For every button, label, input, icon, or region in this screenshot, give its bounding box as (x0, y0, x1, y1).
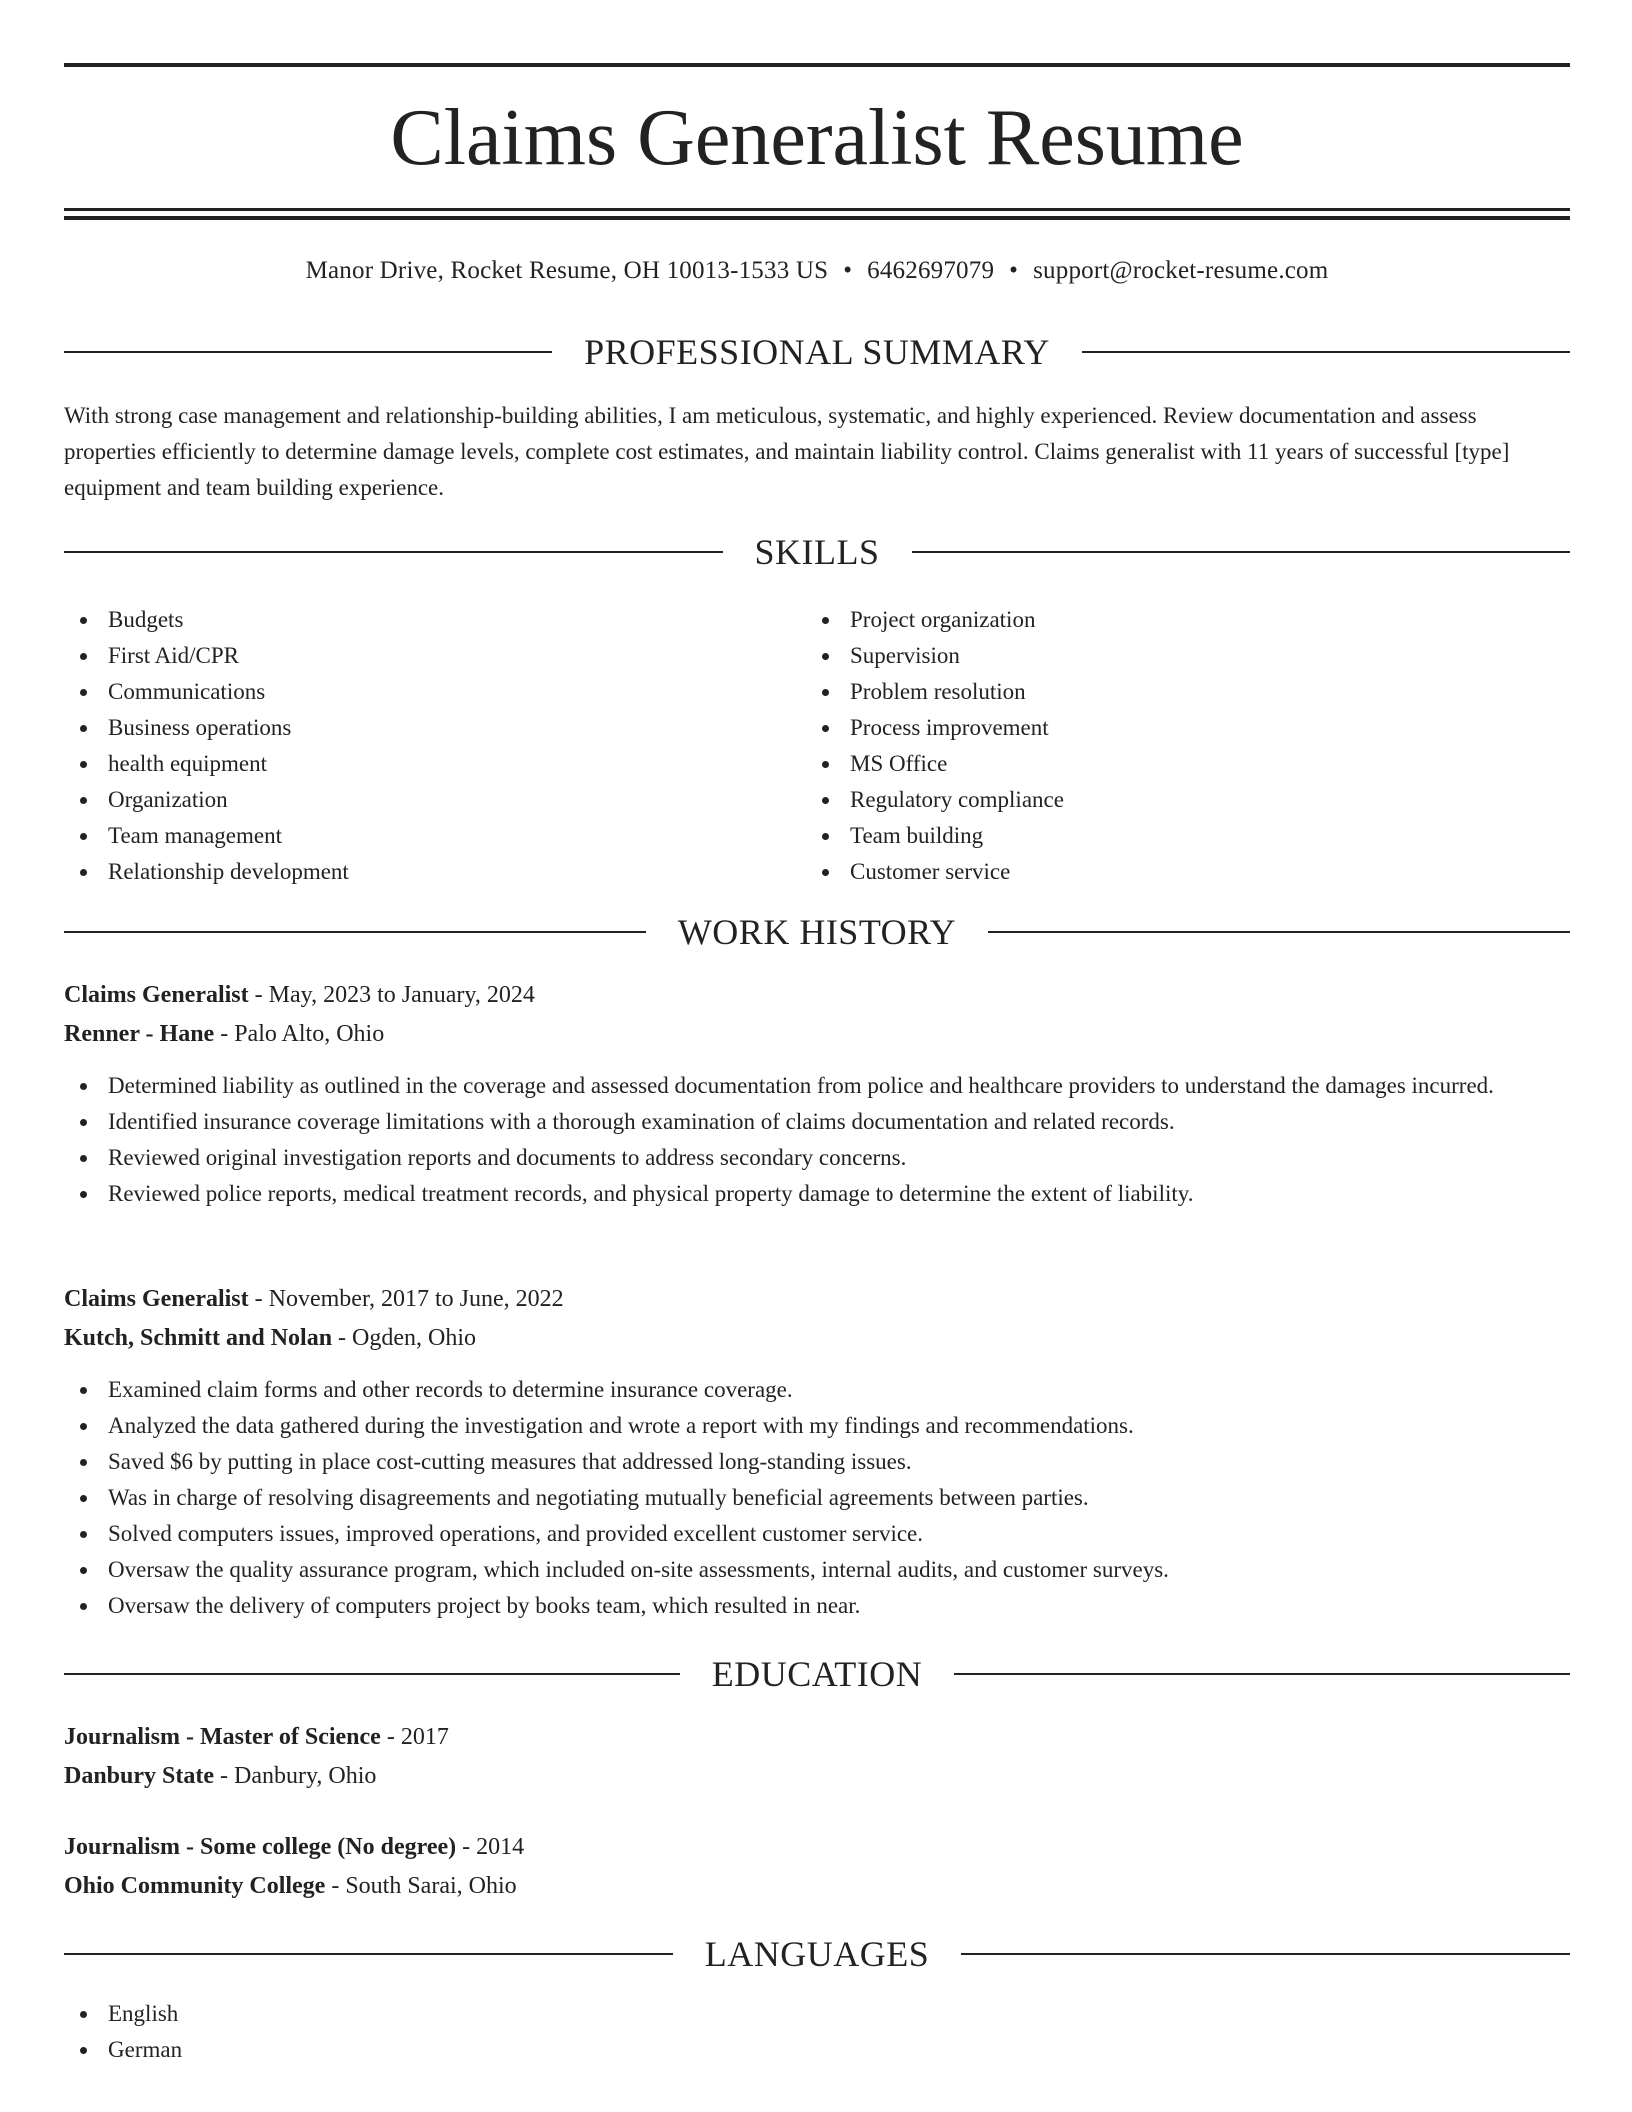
skill-item: Organization (64, 782, 806, 818)
separator-dot: • (1009, 257, 1019, 284)
job-company-line (64, 1015, 1570, 1054)
skill-item: Customer service (806, 854, 1548, 890)
skill-item: Regulatory compliance (806, 782, 1548, 818)
skills-column-left (64, 602, 806, 890)
job-bullet: Reviewed police reports, medical treatment records, and physical property damage to determine the extent of liability. (64, 1176, 1570, 1212)
skill-item: Communications (64, 674, 806, 710)
skill-item: Team management (64, 818, 806, 854)
skills-column-right (806, 602, 1548, 890)
skill-item: MS Office (806, 746, 1548, 782)
education-heading-label: EDUCATION (711, 1654, 923, 1694)
page-title: Claims Generalist Resume (390, 94, 1244, 182)
education-school: Danbury State (64, 1763, 215, 1789)
job-company: Kutch, Schmitt and Nolan (64, 1325, 333, 1351)
job-bullets (64, 1372, 1570, 1624)
language-item: German (64, 2032, 1570, 2068)
contact-email: support@rocket-resume.com (1033, 257, 1329, 284)
job-bullet: Analyzed the data gathered during the investigation and wrote a report with my findings and recommendations. (64, 1408, 1570, 1444)
education-year: - 2014 (456, 1834, 525, 1860)
education-year: - 2017 (380, 1724, 449, 1750)
job-bullet: Solved computers issues, improved operations, and provided excellent customer service. (64, 1516, 1570, 1552)
work-history-heading-label: WORK HISTORY (677, 912, 957, 952)
education-school-line (64, 1757, 1570, 1796)
job-bullet: Determined liability as outlined in the coverage and assessed documentation from police and healthcare providers to understand the damages incurred. (64, 1068, 1570, 1104)
languages-heading-label: LANGUAGES (704, 1934, 930, 1974)
work-history-heading (64, 910, 1570, 954)
skills-list (64, 602, 1570, 890)
job-bullets (64, 1068, 1570, 1212)
education-degree: Journalism - Some college (No degree) (64, 1834, 457, 1860)
education-entry (64, 1718, 1570, 1796)
summary-text: With strong case management and relationship-building abilities, I am meticulous, systematic, and highly experienced. Review documentation and assess properties efficiently to determine damage levels, complete cost estimates, and maintain liability control. Claims generalist with 11 years of successful [type] equipment and team building experience. (64, 403, 1510, 500)
skill-item: Relationship development (64, 854, 806, 890)
skills-heading-label: SKILLS (754, 532, 880, 572)
job-title: Claims Generalist (64, 982, 249, 1008)
skills-heading (64, 530, 1570, 574)
job-title-line (64, 1280, 1570, 1319)
job-entry (64, 976, 1570, 1212)
education-location: - Danbury, Ohio (214, 1763, 377, 1789)
education-degree: Journalism - Master of Science (64, 1724, 381, 1750)
job-dates: - November, 2017 to June, 2022 (248, 1286, 564, 1312)
job-bullet: Examined claim forms and other records to determine insurance coverage. (64, 1372, 1570, 1408)
title-double-divider (64, 208, 1570, 220)
summary-heading-label: PROFESSIONAL SUMMARY (584, 332, 1050, 372)
skill-item: Business operations (64, 710, 806, 746)
job-location: - Ogden, Ohio (332, 1325, 477, 1351)
education-degree-line (64, 1718, 1570, 1757)
job-title: Claims Generalist (64, 1286, 249, 1312)
skill-item: Team building (806, 818, 1548, 854)
job-company-line (64, 1319, 1570, 1358)
job-bullet: Was in charge of resolving disagreements and negotiating mutually beneficial agreements between parties. (64, 1480, 1570, 1516)
education-degree-line (64, 1828, 1570, 1867)
education-entry (64, 1828, 1570, 1906)
job-location: - Palo Alto, Ohio (214, 1021, 385, 1047)
contact-line (64, 254, 1570, 288)
languages-list (64, 1996, 1570, 2068)
skill-item: health equipment (64, 746, 806, 782)
languages-heading (64, 1932, 1570, 1976)
summary-heading (64, 330, 1570, 374)
job-bullet: Oversaw the delivery of computers project by books team, which resulted in near. (64, 1588, 1570, 1624)
education-school: Ohio Community College (64, 1873, 326, 1899)
skill-item: Budgets (64, 602, 806, 638)
education-location: - South Sarai, Ohio (325, 1873, 517, 1899)
separator-dot: • (843, 257, 853, 284)
education-school-line (64, 1867, 1570, 1906)
job-bullet: Saved $6 by putting in place cost-cutting measures that addressed long-standing issues. (64, 1444, 1570, 1480)
job-company: Renner - Hane (64, 1021, 215, 1047)
contact-phone: 6462697079 (867, 257, 995, 284)
education-heading (64, 1652, 1570, 1696)
job-bullet: Oversaw the quality assurance program, which included on-site assessments, internal audits, and customer surveys. (64, 1552, 1570, 1588)
language-item: English (64, 1996, 1570, 2032)
skill-item: First Aid/CPR (64, 638, 806, 674)
job-title-line (64, 976, 1570, 1015)
job-dates: - May, 2023 to January, 2024 (248, 982, 535, 1008)
skill-item: Supervision (806, 638, 1548, 674)
skill-item: Problem resolution (806, 674, 1548, 710)
job-entry (64, 1280, 1570, 1624)
contact-address: Manor Drive, Rocket Resume, OH 10013-1533 US (305, 257, 829, 284)
skill-item: Process improvement (806, 710, 1548, 746)
job-bullet: Reviewed original investigation reports and documents to address secondary concerns. (64, 1140, 1570, 1176)
job-bullet: Identified insurance coverage limitations with a thorough examination of claims documentation and related records. (64, 1104, 1570, 1140)
top-divider (64, 63, 1570, 67)
skill-item: Project organization (806, 602, 1548, 638)
